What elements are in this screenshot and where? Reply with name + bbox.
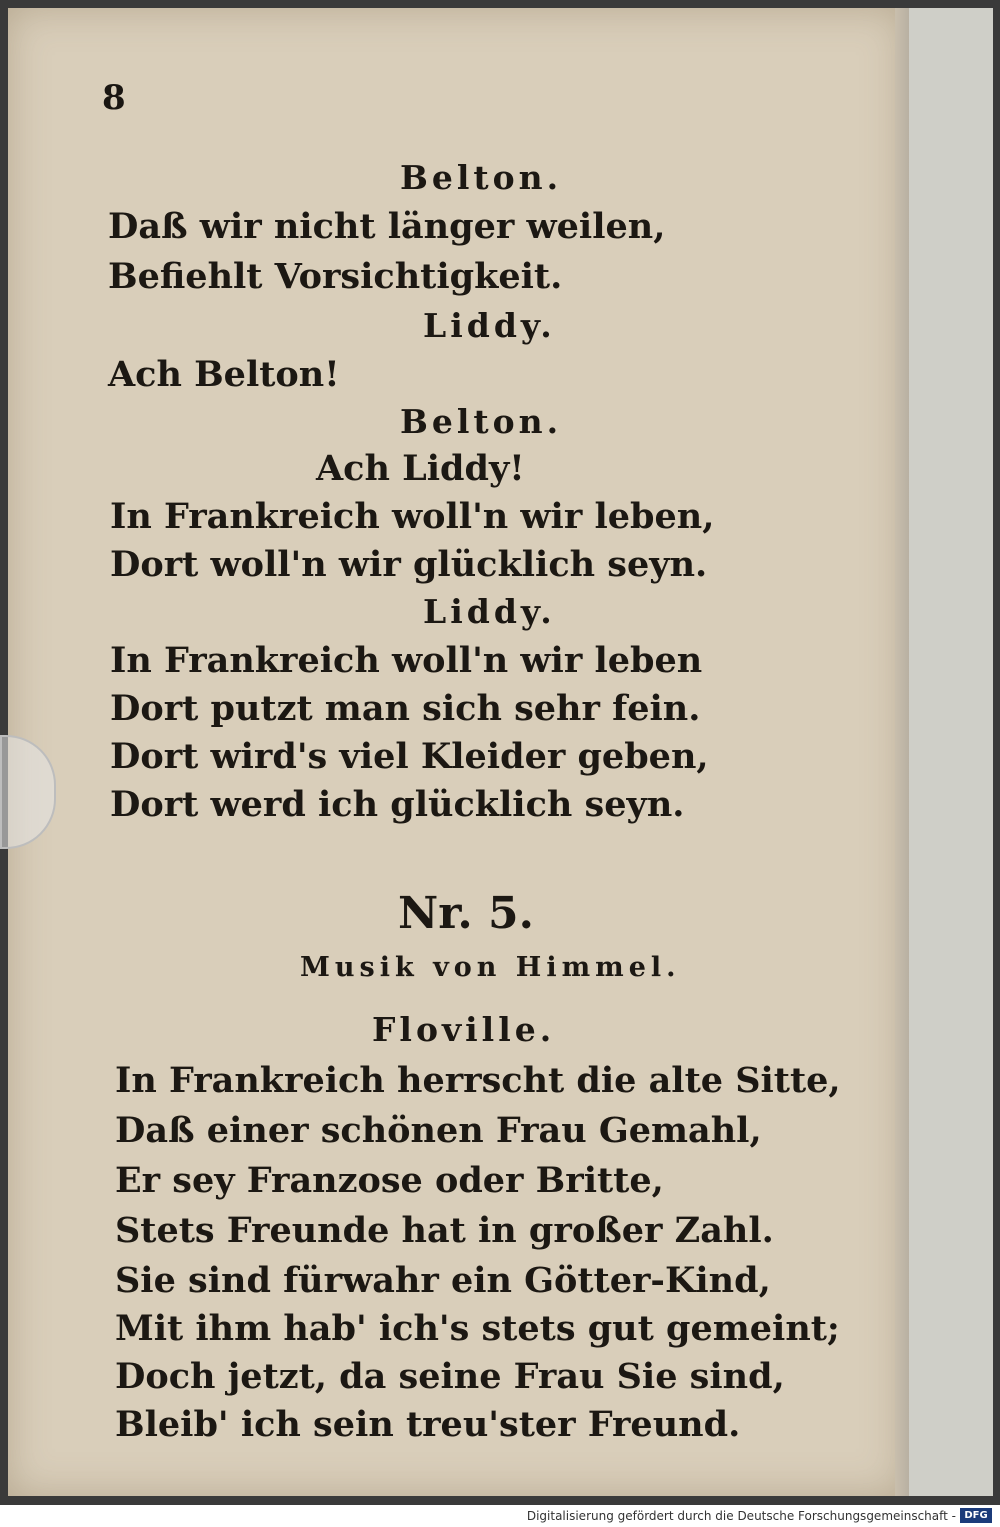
- section-subheading: Musik von Himmel.: [300, 952, 681, 983]
- verse-line: Befiehlt Vorsichtigkeit.: [108, 256, 563, 297]
- verse-line: Ach Liddy!: [316, 448, 525, 489]
- verse-line: Dort werd ich glücklich seyn.: [110, 784, 685, 825]
- footer-bar: [0, 1505, 1000, 1527]
- speaker-label: Liddy.: [423, 306, 556, 345]
- verse-line: Sie sind fürwahr ein Götter-Kind,: [115, 1260, 771, 1301]
- verse-line: Daß wir nicht länger weilen,: [108, 206, 666, 247]
- speaker-label: Belton.: [400, 402, 563, 441]
- verse-line: Doch jetzt, da seine Frau Sie sind,: [115, 1356, 785, 1397]
- verse-line: Er sey Franzose oder Britte,: [115, 1160, 664, 1201]
- verse-line: Ach Belton!: [108, 354, 340, 395]
- verse-line: Mit ihm hab' ich's stets gut gemeint;: [115, 1308, 840, 1349]
- speaker-label: Liddy.: [423, 592, 556, 631]
- page-fold: [895, 8, 909, 1496]
- verse-line: Dort woll'n wir glücklich seyn.: [110, 544, 708, 585]
- section-heading: Nr. 5.: [398, 888, 534, 939]
- next-page-edge: [903, 8, 993, 1496]
- page-number: 8: [102, 78, 126, 118]
- verse-line: Dort wird's viel Kleider geben,: [110, 736, 709, 777]
- dfg-logo-icon[interactable]: DFG: [960, 1508, 992, 1523]
- verse-line: Daß einer schönen Frau Gemahl,: [115, 1110, 762, 1151]
- speaker-label: Floville.: [372, 1010, 556, 1049]
- speaker-label: Belton.: [400, 158, 563, 197]
- verse-line: Stets Freunde hat in großer Zahl.: [115, 1210, 774, 1251]
- verse-line: Dort putzt man sich sehr fein.: [110, 688, 701, 729]
- verse-line: In Frankreich herrscht die alte Sitte,: [115, 1060, 841, 1101]
- verse-line: In Frankreich woll'n wir leben,: [110, 496, 715, 537]
- footer-credit: Digitalisierung gefördert durch die Deutsche Forschungsgemeinschaft -: [526, 1509, 956, 1523]
- verse-line: Bleib' ich sein treu'ster Freund.: [115, 1404, 741, 1445]
- verse-line: In Frankreich woll'n wir leben: [110, 640, 703, 681]
